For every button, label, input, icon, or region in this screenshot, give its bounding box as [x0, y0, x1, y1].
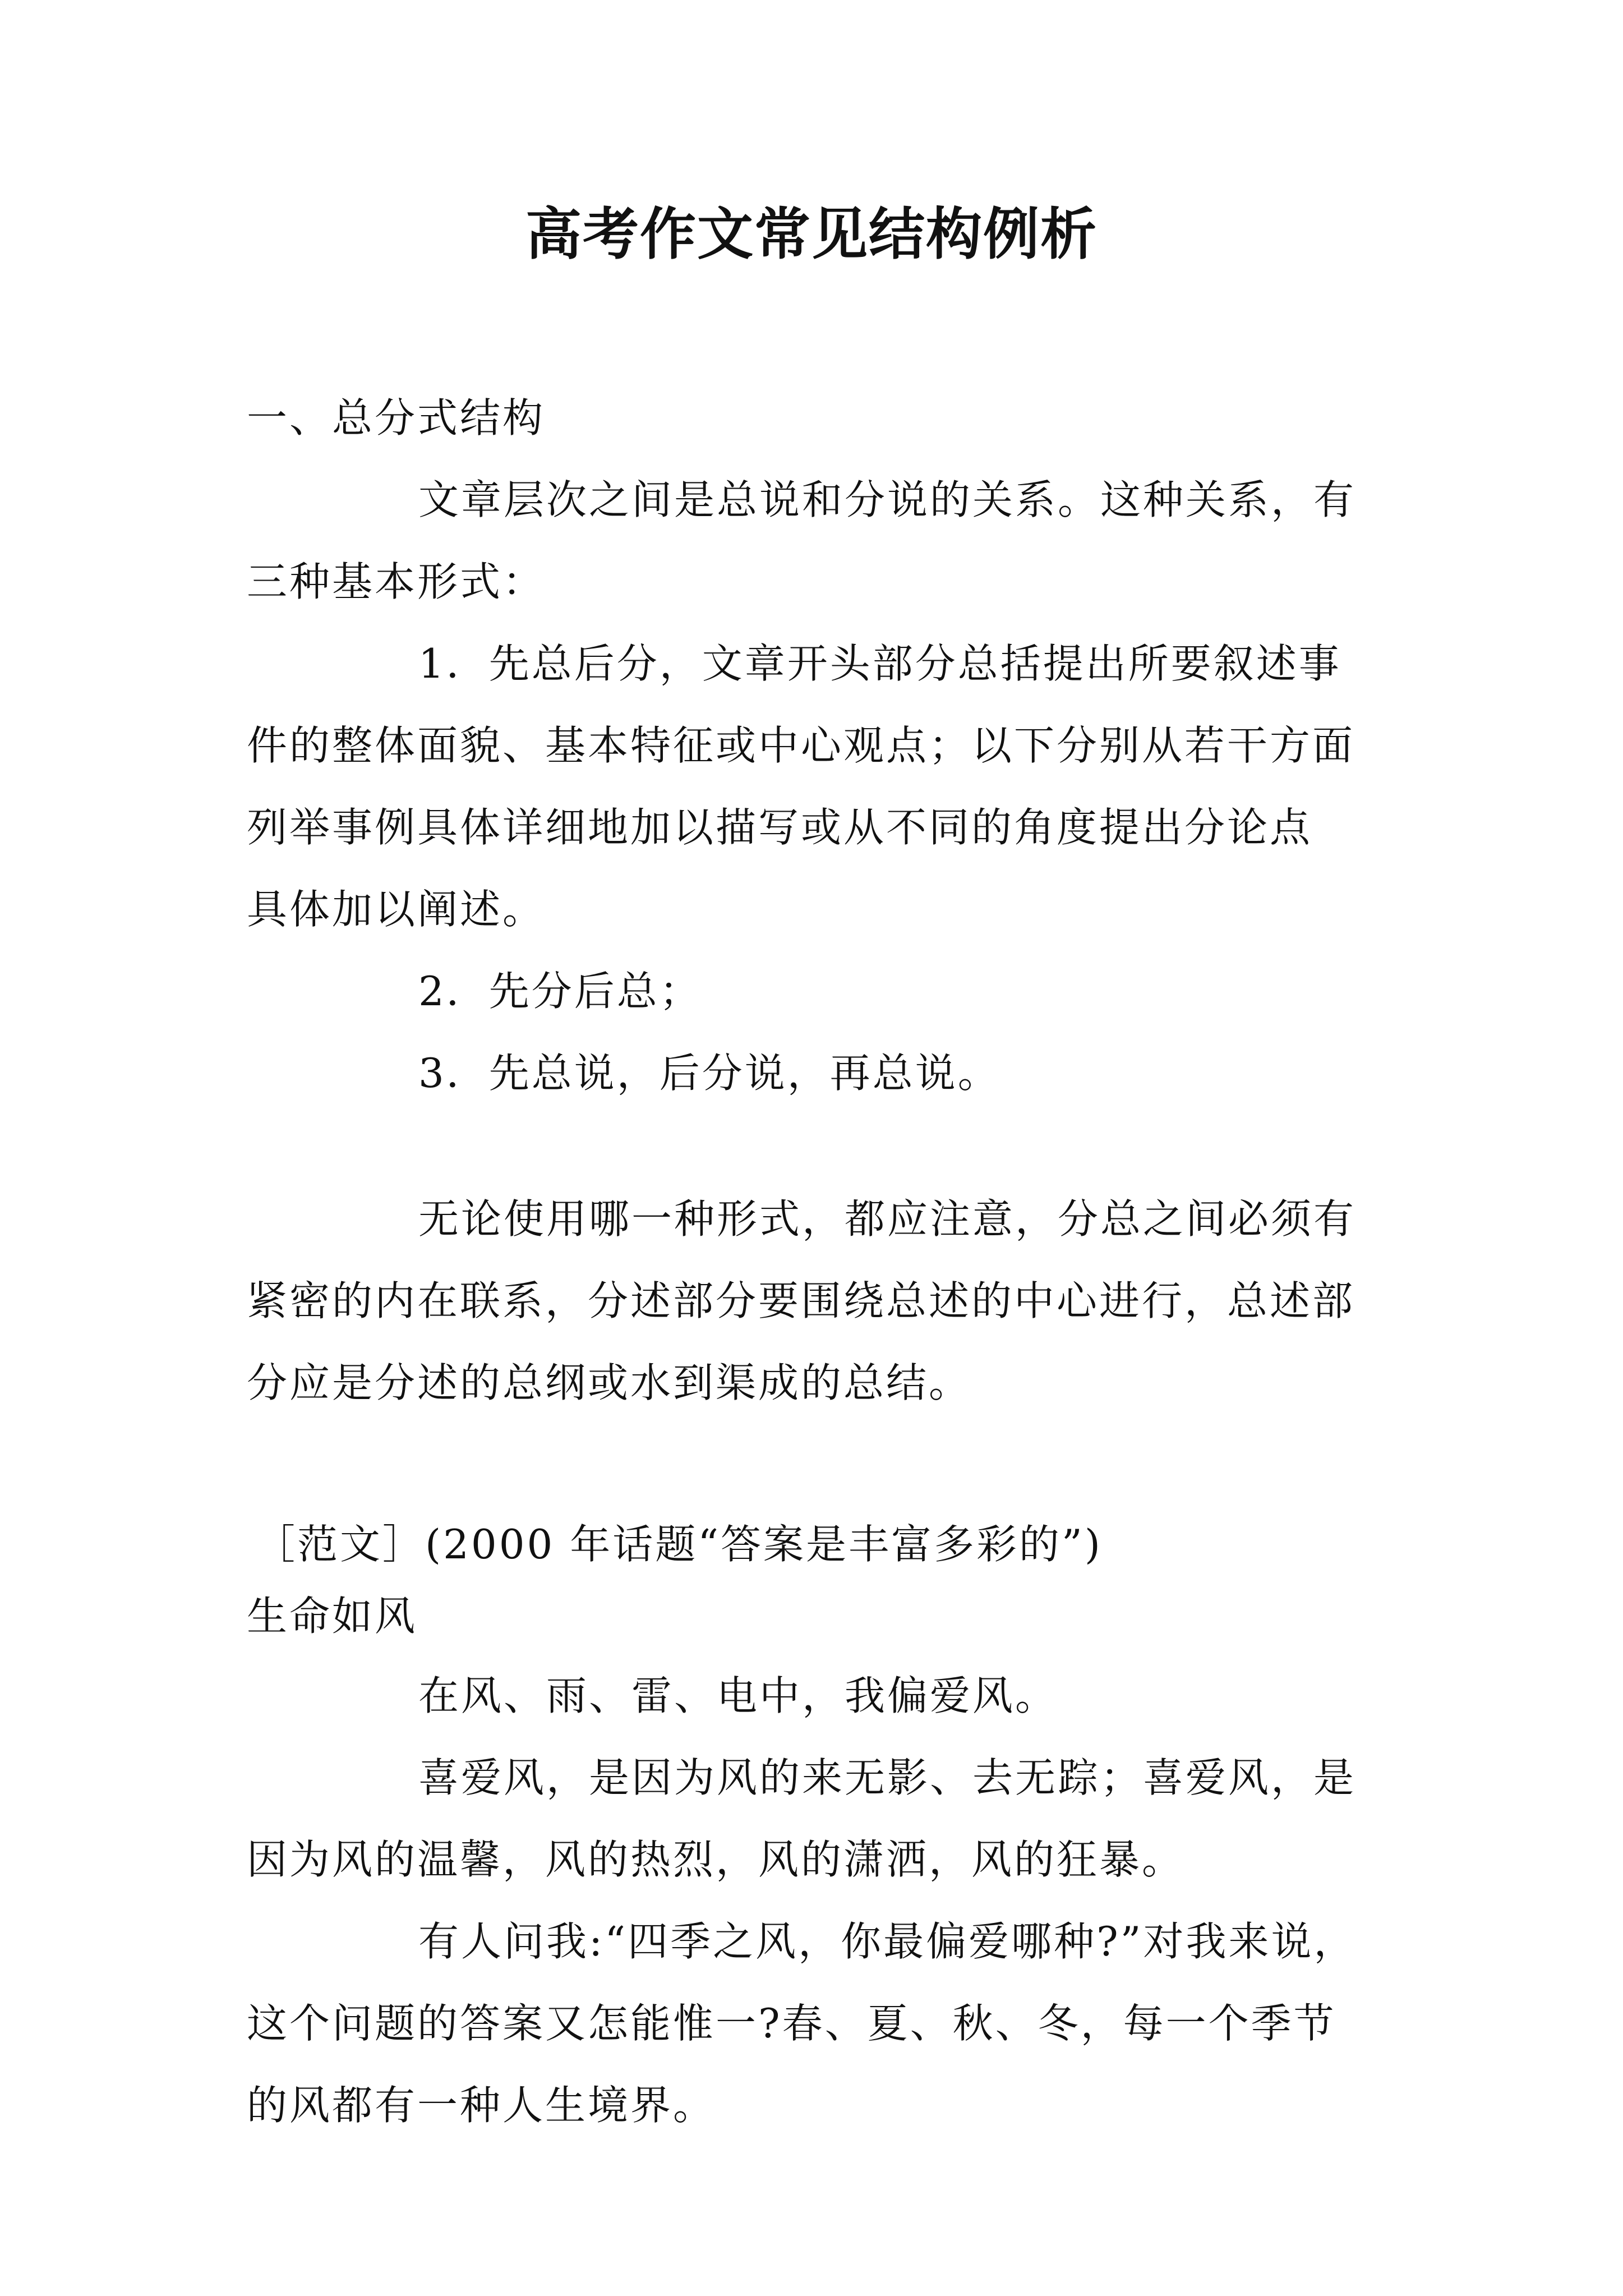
sample-paragraph-3 — [247, 1901, 1385, 2146]
note-line-1: 无论使用哪一种形式，都应注意，分总之间必须有 — [418, 1195, 1357, 1243]
item-3-paragraph: 3．先总说，后分说，再总说。 — [418, 1050, 1000, 1097]
sample-p3-line-1: 有人问我:“四季之风，你最偏爱哪种?”对我来说， — [418, 1918, 1357, 1965]
item-2-paragraph: 2．先分后总； — [418, 968, 702, 1015]
sample-label: ［范文］(2000 年话题“答案是丰富多彩的”) — [255, 1521, 1103, 1568]
intro-paragraph — [247, 459, 1385, 623]
sample-paragraph-2 — [247, 1737, 1385, 1901]
item-1-line-4: 具体加以阐述。 — [247, 886, 546, 933]
note-paragraph — [247, 1178, 1385, 1424]
sample-p2-line-1: 喜爱风，是因为风的来无影、去无踪；喜爱风，是 — [418, 1754, 1357, 1801]
intro-line-1: 文章层次之间是总说和分说的关系。这种关系，有 — [418, 476, 1357, 523]
document-title: 高考作文常见结构例析 — [525, 201, 1098, 267]
item-1-line-1: 1．先总后分，文章开头部分总括提出所要叙述事 — [418, 640, 1341, 687]
note-line-3: 分应是分述的总纲或水到渠成的总结。 — [247, 1359, 972, 1406]
item-1-paragraph — [247, 623, 1385, 950]
item-1-line-3: 列举事例具体详细地加以描写或从不同的角度提出分论点 — [247, 804, 1313, 851]
note-line-2: 紧密的内在联系，分述部分要围绕总述的中心进行，总述部 — [247, 1277, 1355, 1324]
intro-line-2: 三种基本形式： — [247, 558, 546, 605]
sample-paragraph-1: 在风、雨、雷、电中，我偏爱风。 — [418, 1672, 1058, 1719]
item-1-line-2: 件的整体面貌、基本特征或中心观点；以下分别从若干方面 — [247, 722, 1355, 769]
sample-title: 生命如风 — [247, 1593, 418, 1640]
sample-p3-line-3: 的风都有一种人生境界。 — [247, 2082, 716, 2129]
sample-p3-line-2: 这个问题的答案又怎能惟一?春、夏、秋、冬，每一个季节 — [247, 2000, 1336, 2047]
section-heading: 一、总分式结构 — [247, 394, 546, 441]
sample-p2-line-2: 因为风的温馨，风的热烈，风的潇洒，风的狂暴。 — [247, 1836, 1185, 1883]
